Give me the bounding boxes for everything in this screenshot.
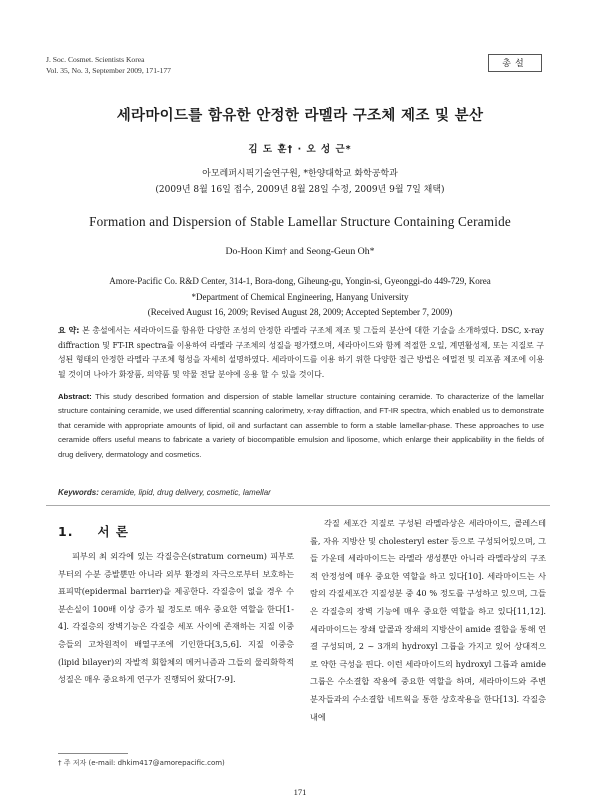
title-english: Formation and Dispersion of Stable Lamellar Structure Containing Ceramide [89,214,511,229]
title-korean: 세라마이드를 함유한 안정한 라멜라 구조체 제조 및 분산 [116,108,484,124]
affiliation-korean [0,166,600,198]
body-column-left: 피부의 최 외각에 있는 각질층은(stratum corneum) 피부로부터의 수분 증발뿐만 아니라 외부 환경의 자극으로부터 보호하는 표피막(epidermal barrier)을 제공한다. 각질층이 없을 경우 수분손실이 100배 이상 증가 될 정도로 매우 중요한 역할을 한다[1-4]. 각질층의 장벽기능은 각질층 세포 사이에 존재하는 지질 이중층들의 고차원적이 배열구조에 기인한다[3,5,6]. 지질 이중층(lipid bilayer)의 자발적 회합체의 메커니즘과 그들의 물리화학적 성질은 매우 중요하게 연구가 진행되어 왔다[7-9]. [58,551,294,685]
journal-info [46,54,171,76]
dates-korean: (2009년 8월 16일 접수, 2009년 8월 28일 수정, 2009년 9월 7일 채택) [155,185,445,195]
journal-name: J. Soc. Cosmet. Scientists Korea [46,55,145,64]
article-type-badge: 총설 [488,54,542,72]
affiliation-english-line1: Amore-Pacific Co. R&D Center, 314-1, Bora-dong, Giheung-gu, Yongin-si, Gyeonggi-do 449-729, Korea [109,276,491,286]
section-divider [46,505,550,506]
abstract-english-label: Abstract: [58,392,92,401]
body-column-right: 각질 세포간 지질로 구성된 라멜라상은 세라마이드, 콜레스테롤, 자유 지방산 및 cholesteryl ester 등으로 구성되어있으며, 그들 가운데 세라마이드는 라멜라 생성뿐만 아니라 라멜라상의 구조적 안정성에 매우 중요한 역할을 하고 있다[10]. 세라마이드는 사람의 각질세포간 지질성분 중 40 % 정도를 구성하고 있으며, 그들은 각질층의 장벽 기능에 매우 중요한 역할을 하고 있다[11,12]. 세라마이드는 장쇄 알콜과 장쇄의 지방산이 amide 결합을 통해 연결 구성되며, 2 ~ 3개의 hydroxyl 그룹을 가지고 있어 상대적으로 약한 극성을 띈다. 이런 세라마이드의 hydroxyl 그룹과 amide 그룹은 수소결합 작용에 중요한 역할을 하며, 세라마이드와 주변 분자들과의 수소결합 네트웍을 통한 상호작용을 한다[13]. 각질층 내에 [310,518,546,722]
affiliation-english [40,274,560,321]
abstract-korean-label: 요 약: [58,326,80,335]
abstract-korean-text: 본 총설에서는 세라마이드를 함유한 다양한 조성의 안정한 라멜라 구조체 제조 및 그들의 분산에 대한 기술을 소개하였다. DSC, x-ray diffraction 및 FT-IR spectra를 이용하여 라멜라 구조체의 성질을 평가했으며, 세라마이드와 함께 적절한 오일, 계면활성제, 또는 지질로 구성된 형태의 안정한 라멜라 구조체 형성을 자세히 설명하였다. 세라마이드를 이용 하기 위한 다양한 접근 방법은 에멀전 및 리포좀 제조에 이용 될 것이며 나아가 화장품, 의약품 및 약물 전달 분야에 응용 할 수 있을 것이다. [58,326,545,379]
journal-volume: Vol. 35, No. 3, September 2009, 171-177 [46,66,171,75]
keywords-text: ceramide, lipid, drug delivery, cosmetic, lamellar [98,488,271,497]
affiliation-english-line2: *Department of Chemical Engineering, Hanyang University [191,291,409,302]
authors-english: Do-Hoon Kim† and Seong-Geun Oh* [225,246,375,257]
page-number: 171 [293,787,307,797]
abstract-english-text: This study described formation and dispersion of stable lamellar structure containing ceramide. To characterize of the lamellar structure containing ceramide, we used differential scanning calorimetry, x-ray diffraction, and FT-IR spectra, which enabled us to demonstrate that ceramide with appropriate amounts of lipid, oil and surfactant can assemble to form a stable lamellar-phase. These approaches to use ceramide offers useful means to fabricate a variety of biocompatible emulsion and liposome, which enlarge their applicability in the fields of drug delivery, dermatology and cosmetics. [58,392,544,459]
keywords [58,488,544,497]
section-title: 서 론 [97,524,129,539]
footnote: † 주 저자 (e-mail: dhkim417@amorepacific.com) [58,759,225,767]
footnote-divider [58,753,128,754]
section-number: 1. [58,524,74,539]
dates-english: (Received August 16, 2009; Revised August 28, 2009; Accepted September 7, 2009) [147,307,453,317]
abstract-english [58,390,544,462]
section-heading [58,522,129,540]
abstract-korean [58,324,544,382]
authors-korean: 김 도 훈† · 오 성 근* [248,144,352,155]
keywords-label: Keywords: [58,488,99,497]
affiliation-korean-text: 아모레퍼시픽기술연구원, *한양대학교 화학공학과 [202,169,398,179]
